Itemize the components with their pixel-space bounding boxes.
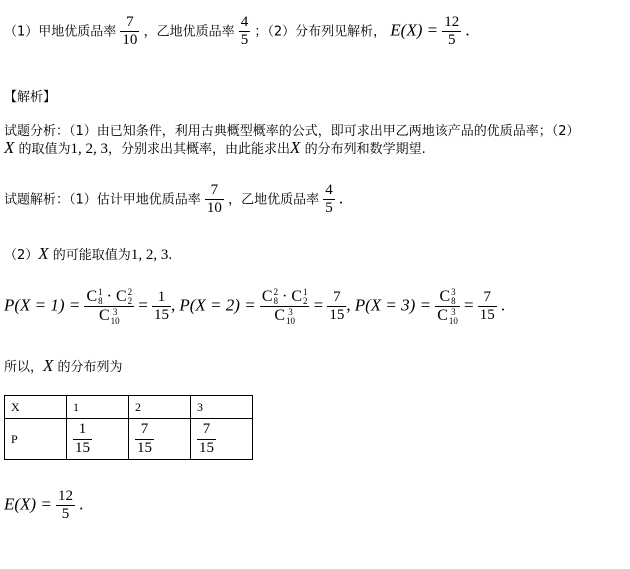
table-cell <box>129 419 191 460</box>
solution-line <box>4 182 343 218</box>
numerator: 4 <box>239 14 251 32</box>
fraction-a <box>120 14 139 50</box>
p-x2-combination: C 2 8 · C 1 2 C 3 10 <box>261 287 308 326</box>
fraction-a <box>205 182 224 218</box>
denominator: 15 <box>199 439 214 456</box>
fraction <box>73 421 92 457</box>
part2-line <box>4 244 172 264</box>
table-cell: 2 <box>129 396 191 419</box>
prefix: （2） <box>4 248 39 263</box>
solution-mid: ，乙地优质品率 <box>228 192 320 208</box>
fraction <box>135 421 154 457</box>
text: 的取值为 <box>14 142 71 157</box>
text: ，分别求出其概率，由此能求出 <box>108 142 291 157</box>
table-header-row <box>5 396 253 419</box>
distribution-intro <box>4 356 123 376</box>
denominator: 15 <box>329 307 345 324</box>
analysis-line-2 <box>4 138 426 158</box>
numerator: 4 <box>323 182 335 200</box>
period: . <box>338 188 344 208</box>
denominator: 15 <box>137 439 152 456</box>
fraction <box>197 421 216 457</box>
answer-part1-label: （1）甲地优质品率 <box>4 24 117 40</box>
var-x: X <box>43 356 54 375</box>
p-x1-result <box>152 289 171 325</box>
expectation-lhs: E(X) = <box>4 494 52 514</box>
expectation-fraction <box>56 488 75 524</box>
expectation-lhs: E(X) = <box>390 20 439 40</box>
numerator: 7 <box>478 289 497 307</box>
p-x2-lhs: P(X = 2) = <box>179 295 256 315</box>
p-x1-combination: C 1 8 · C 2 2 C 3 10 <box>86 287 133 326</box>
denominator: 15 <box>479 307 495 324</box>
denominator: 5 <box>447 32 456 49</box>
answer-mid: ，乙地优质品率 <box>143 24 235 40</box>
table-row <box>5 419 253 460</box>
denominator: 5 <box>61 506 70 523</box>
numerator: 7 <box>120 14 139 32</box>
numerator: 7 <box>197 421 216 439</box>
var-x: X <box>38 244 49 263</box>
period: . <box>465 20 470 40</box>
text: 的分布列和数学期望. <box>300 142 426 157</box>
var-x: X <box>4 138 15 157</box>
denominator: 10 <box>206 200 222 217</box>
table-cell: P <box>5 419 67 460</box>
p-x1-lhs: P(X = 1) = <box>4 295 81 315</box>
var-x: X <box>290 138 301 157</box>
section-title: 【解析】 <box>4 90 57 105</box>
fraction-b <box>323 182 335 218</box>
expectation-fraction <box>442 14 461 50</box>
p-x3-lhs: P(X = 3) = <box>354 295 432 315</box>
table-cell: 3 <box>191 396 253 419</box>
answer-part2-label: ；（2）分布列见解析， <box>254 24 387 40</box>
table-cell: 1 <box>67 396 129 419</box>
distribution-table <box>4 395 253 460</box>
p-x3-result <box>478 289 497 325</box>
fraction-b <box>239 14 251 50</box>
table-cell: X <box>5 396 67 419</box>
text: 所以， <box>4 360 44 375</box>
denominator: 10 <box>122 32 138 49</box>
numerator: 1 <box>73 421 92 439</box>
table-cell <box>67 419 129 460</box>
numerator: 7 <box>327 289 346 307</box>
period: . <box>79 494 84 514</box>
numerator: 7 <box>205 182 224 200</box>
numerator: 7 <box>135 421 154 439</box>
probability-formulas: P(X = 1) = C 1 8 · C 2 2 C 3 10 = $\frac{1}{15}$ , P(X = 2) = C 2 8 · C 1 2 C 3 10 = $\frac{7}{15}$ , P(X = 3) = C 3 8 C 3 10 = $\frac{7}{15}$ . <box>4 287 506 326</box>
numerator: 12 <box>56 488 75 506</box>
denominator: 15 <box>75 439 90 456</box>
p-x2-result <box>327 289 346 325</box>
solution-label: 试题解析：（1）估计甲地优质品率 <box>4 192 201 208</box>
final-expectation <box>4 488 83 524</box>
p-x3-combination: C 3 8 C 3 10 <box>437 287 458 326</box>
values: 1, 2, 3. <box>130 247 173 263</box>
analysis-line-1: 试题分析：（1）由已知条件，利用古典概型概率的公式，即可求出甲乙两地该产品的优质品率；（2） <box>4 124 580 139</box>
table-cell <box>191 419 253 460</box>
denominator: 5 <box>325 200 333 217</box>
denominator: 5 <box>240 32 249 49</box>
answer-line <box>4 14 470 50</box>
denominator: 15 <box>153 307 169 324</box>
text: 的分布列为 <box>53 360 123 375</box>
numerator: 12 <box>442 14 461 32</box>
text: 的可能取值为 <box>48 248 131 263</box>
values: 1, 2, 3 <box>70 141 109 157</box>
numerator: 1 <box>152 289 171 307</box>
